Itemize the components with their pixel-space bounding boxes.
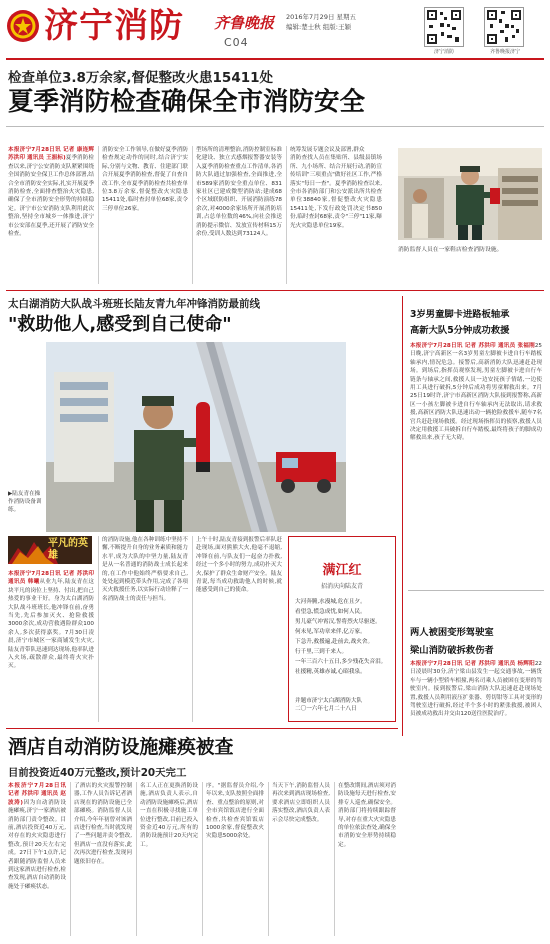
feature-kicker: 太白湖消防大队战斗班班长陆友青九年冲锋消防最前线: [8, 298, 260, 310]
qr-code-2: [484, 7, 524, 47]
feature-photo-caption: ▶陆友青在操作消防设备训练。: [8, 491, 42, 513]
lead-photo: [398, 148, 542, 240]
co-brand: [214, 12, 274, 33]
col-rule: [334, 782, 335, 936]
col-rule: [286, 146, 287, 284]
section-label-text: 平凡的英雄: [48, 538, 88, 561]
col-rule: [402, 296, 403, 736]
poem-box: [288, 536, 396, 722]
feature-col-3: 上午十时,陆友青接到报警后率队赶赴现场,面对熊熊大火,他毫不退缩,冲锋在前,与队友们一起奋力扑救,经过一个多小时的努力,成功扑灭大火,保护了群众生命财产安全。陆友青说,每当成功救助他人的时候,就能感受到自己的使命。: [196, 537, 282, 594]
right-divider: [408, 590, 544, 591]
poem-title: 满江红: [322, 563, 362, 578]
page-number: C04: [224, 36, 249, 49]
poem-line: 行千里,三到千来人。: [295, 649, 348, 655]
paper-name: 济宁消防: [44, 6, 184, 46]
date-line: 2016年7月29日 星期五: [286, 13, 357, 21]
bottom-subhead: 目前投资近40万元整改,预计20天完工: [8, 767, 187, 779]
lead-col-2: 消防安全工作领导,在做好夏季消防检查规定动作的同时,结合济宁实际,分别与文物、教育、住建部门联合开展夏季消防检查,督促了自查自改工作,全市夏季消防检查共检查单位3.8万余家,督促整改火灾隐患15411处,临时查封单位68家,责令三停单位26家。: [102, 147, 188, 212]
col-rule: [202, 782, 203, 936]
poem-line: 看望急,慌急成忧,如何人民。: [295, 609, 366, 615]
bottom-col-6: 在整改期间,酒店须对消防设施每天进行检查,安排专人巡查,确保安全。消防部门将持续跟踪督导,对存在重大火灾隐患的单位依法查处,确保全市消防安全形势持续稳定。: [338, 783, 396, 848]
bottom-col-3: 名工人正在更换消防设施,酒店负责人表示,自动消防设施瘫痪后,酒店一直在积极寻找施工单位进行整改,目前已投入资金近40万元,所有的消防设施预计20天内完工。: [140, 783, 198, 848]
feature-col-1: [8, 570, 94, 722]
feature-top-rule: [6, 290, 544, 291]
bottom-col-5: 当天下午,消防监督人员再次来到酒店现场检查,要求酒店立即组织人员落实整改,酒店负责人表示会尽快完成整改。: [272, 783, 330, 823]
story2-byline: 本报济宁7月28日讯 记者 苏洪印 通讯员 杨辉阳: [410, 661, 535, 667]
story1-headline-1: 3岁男童脚卡进路板轴承: [410, 309, 510, 320]
col-rule: [98, 146, 99, 284]
story1-headline-2: 高新大队5分钟成功救援: [410, 325, 510, 336]
story2-body: [410, 660, 542, 938]
poem-footer: 并题市济宁太白湖消防大队 二〇一六年七月二十八日: [295, 698, 363, 712]
bottom-col-2: 了酒店的火灾报警控制器,工作人员告诉记者酒店现在的消防设施已全部瘫痪。消防监督人员介绍,今年年初曾对该酒店进行检查,当时就发现了一些问题并责令整改,但酒店一直没有落实,此次再次进行检查,发现问题依旧存在。: [74, 783, 132, 865]
poem-line: 社援精,英雄赤诚,心昭我泉。: [295, 669, 366, 675]
lead-headline: 夏季消防检查确保全市消防安全: [8, 87, 366, 117]
col-rule: [192, 536, 193, 722]
col-rule: [136, 782, 137, 936]
fire-emblem-icon: [6, 9, 40, 43]
section-label: [8, 536, 92, 564]
bottom-headline: 酒店自动消防设施瘫痪被查: [8, 737, 234, 758]
story1-text: 25日晚,济宁高新区一名3岁男童左脚被卡进自行车踏板轴承内,情况危急。接警后,高新消防大队迅速赶赴现场。到场后,指挥员观察发现,男童左脚被卡进自行车链条与轴承之间,救援人员一边安抚孩子情绪,一边使用工具进行破拆,5分钟后成功将男童解救出来。7月25日19时许,济宁市高新区消防大队接到报警称,高新区一小孩左脚被卡进自行车轴承内无法取出,请求救援,高新区消防大队迅速出动一辆抢险救援车,随车7名官兵赶赴现场救援。经过现场指挥员的侦察,救援人员决定用救援工具破拆自行车踏板,最终将孩子的脚成功解救出来,孩子无大碍。: [410, 343, 542, 442]
story2-headline-1: 两人被困变形驾驶室: [410, 627, 494, 638]
lead-col-3: 型场所的清理整治,消防控制室标准化建设、独立式感烟报警器安装等入夏季消防检查重点工作清单,各消防大队通过加强检查,全面推进,全市589家消防安全重点单位、831家社区已建成微型消防站;建成68个区域联防组织、开展消防演练78余次,对4000余家场所开展消防培训,占总单位数的46%,向社会推送消防提示微信、发放宣传材料15万余份,受训人数达到73124人。: [196, 147, 282, 238]
story2-text: 22日凌晨时30分,济宁梁山县发生一起交通事故,一辆货车与一辆小型轿车相撞,两名司乘人员被困在变形的驾驶室内。接到报警后,梁山消防大队迅速赶赴现场处置,救援人员利用液压扩张器、剪切钳等工具对变形的驾驶室进行破拆,经过半个多小时的紧张救援,被困人员被成功救出并交由120送往医院治疗。: [410, 661, 542, 718]
lead-kicker: 检查单位3.8万余家,督促整改火患15411处: [8, 70, 274, 86]
feature-col-1-text: 从业九年,陆友青在这块平凡的岗位上坚持、付出,把自己热爱的事业干好。身为太白湖消防大队战斗班班长,他冲锋在前,奋勇当先,先后参加灭火、抢险救援3000余次,成功营救遇险群众100余人,多次获得嘉奖。7月30日凌晨,济宁市城区一家商铺发生火灾,陆友青带队迅速到达现场,他率队进入火场,疏散群众,最终将火灾扑灭。: [8, 579, 94, 670]
lead-col-4-text: 统筹发展专题会议及部署,群众: [290, 147, 365, 153]
poem-line: 一年三百六十五日,多少残花失音泪。: [295, 659, 387, 665]
lead-col-4: [290, 146, 382, 286]
feature-headline: "救助他人,感受到自己使命": [8, 314, 232, 335]
story1-body: [410, 342, 542, 570]
col-rule: [70, 782, 71, 936]
lead-col-1-text: 夏季消防检查以来,济宁公安消防支队紧紧围绕全国消防安全保卫工作总体部署,结合全市消防安全实际,扎实开展夏季消防检查,全面排查整治火灾隐患,确保了全市消防安全形势的持续稳定。济宁市公安消防支队利用此次整治,坚持全市城乡一体推进,济宁市公安部在夏季,还开展了消防安全检查。: [8, 155, 94, 238]
qr-label-2: 齐鲁晚报济宁: [489, 49, 520, 55]
poem-line: 何未见,军功章来伴,亿万家。: [295, 629, 366, 635]
bottom-byline: 本报济宁7月28日讯 记者 苏洪印 通讯员 赵波涛): [8, 783, 66, 806]
story1-byline: 本报济宁7月28日讯 记者 苏洪印 通讯员 张福刚: [410, 343, 535, 349]
feature-col-2: 的消防设施,他在各种训练中坚持不懈,不断提升自身的业务素质和能力水平,成为大队的中坚力量,陆友青是从一名普通的消防战士成长起来的,在工作中他始终严格要求自己,处处起到模范带头作用,完成了各项灭火救援任务,以实际行动诠释了一名消防战士的责任与担当。: [102, 537, 188, 602]
lead-photo-caption: 消防监督人员在一家鞋店检查消防设施。: [398, 247, 503, 253]
poem-lines: [295, 597, 391, 677]
poem-subtitle: 招消庆向陆友青: [320, 583, 363, 590]
bottom-top-rule: [6, 728, 398, 729]
qr-label-1: 济宁消防: [433, 49, 454, 55]
lead-byline: 本报济宁7月28日讯 记者 康连辉 苏洪印 通讯员 王振标): [8, 147, 94, 162]
bottom-col-1-text: 因为自动消防设施瘫痪,济宁一家酒店被消防部门责令整改。目前,酒店投资近40万元,对存在的火灾隐患进行整改,预计20天左右完成。27日下午1点许,记者跟随消防监督人员来到这家酒店进行检查,检查发现,酒店自动消防设施处于瘫痪状态。: [8, 799, 66, 890]
editor-line: 编辑:楚士秋 组版:王颖: [286, 23, 351, 31]
masthead: [0, 0, 550, 58]
poem-line: 男儿豪气冲霄汉,誓将烈火尽驱逐。: [295, 619, 381, 625]
feature-photo: [46, 342, 346, 532]
poem-line: 大河奔腾,水漫城,危在且夕。: [295, 599, 366, 605]
col-rule: [98, 536, 99, 722]
co-brand-label: 齐鲁晚报: [214, 14, 275, 32]
lead-col-1: [8, 146, 94, 286]
bottom-col-1: [8, 782, 66, 938]
poem-line: 下急升,救援遍,赴前去,战火舍。: [295, 639, 374, 645]
qr-code-1: [424, 7, 464, 47]
story2-headline-2: 梁山消防破拆救伤者: [410, 645, 494, 656]
lead-col-5-text: 消防查找人员在集贴所、县级县镇场所、九小场所、结合开展行动,消防宣传培训"三项重点"做好社区工作,严格落实"每日一查"。夏季消防检查以来,全市各消防部门和公安派出所共检查单位38840家,督促整改火灾隐患15411处,下发行政处罚决定书850份,临时查封68家,责令"三停"11家,曝光火灾隐患单位19家。: [290, 155, 382, 229]
col-rule: [268, 782, 269, 936]
masthead-rule: [6, 58, 544, 60]
col-rule: [192, 146, 193, 284]
feature-byline: 本报济宁7月28日讯 记者 苏洪印 通讯员 韩曦: [8, 571, 94, 586]
lead-divider: [6, 126, 544, 127]
bottom-col-4: 序。"据监督员介绍,今年以来,支队按照全面排查、重点整治的原则,对全市宾馆饭店进行全面检查,共检查宾馆饭店1000余家,督促整改火灾隐患5000余处。: [206, 783, 264, 840]
